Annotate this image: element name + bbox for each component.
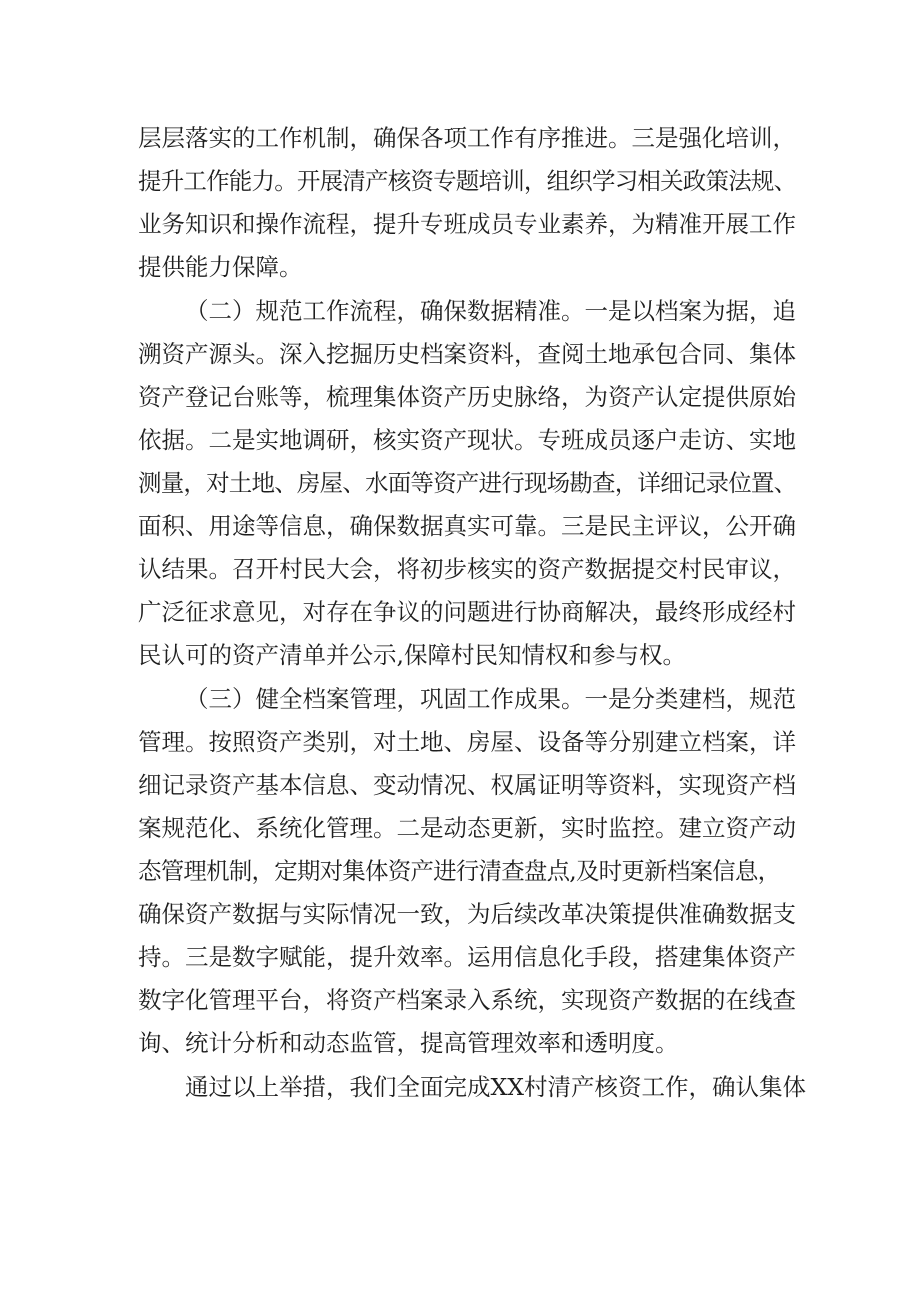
text-line: 测量，对土地、房屋、水面等资产进行现场勘查，详细记录位置、 [138,469,797,497]
text-line: 数字化管理平台，将资产档案录入系统，实现资产数据的在线查 [138,986,796,1014]
text-line: 询、统计分析和动态监管，提高管理效率和透明度。 [138,1029,679,1057]
text-line: 细记录资产基本信息、变动情况、权属证明等资料，实现资产档 [138,771,796,799]
text-line: 提供能力保障。 [138,253,303,281]
text-line: 层层落实的工作机制，确保各项工作有序推进。三是强化培训， [138,124,796,152]
text-line: 依据。二是实地调研，核实资产现状。专班成员逐户走访、实地 [138,426,796,454]
section-heading-line: （二）规范工作流程，确保数据精准。一是以档案为据，追 [185,297,796,325]
text-line: 面积、用途等信息，确保数据真实可靠。三是民主评议，公开确 [138,512,796,540]
text-line: 民认可的资产清单并公示,保障村民知情权和参与权。 [138,641,686,669]
text-line: 管理。按照资产类别，对土地、房屋、设备等分别建立档案，详 [138,728,796,756]
text-line: 业务知识和操作流程，提升专班成员专业素养，为精准开展工作 [138,210,796,238]
text-line: 案规范化、系统化管理。二是动态更新，实时监控。建立资产动 [138,814,796,842]
section-heading-line: （三）健全档案管理，巩固工作成果。一是分类建档，规范 [185,685,796,713]
paragraph-start-line: 通过以上举措，我们全面完成XX村清产核资工作，确认集体 [185,1073,806,1101]
text-line: 提升工作能力。开展清产核资专题培训，组织学习相关政策法规、 [138,167,797,195]
text-line: 持。三是数字赋能，提升效率。运用信息化手段，搭建集体资产 [138,943,796,971]
text-line: 认结果。召开村民大会，将初步核实的资产数据提交村民审议， [138,555,796,583]
text-line: 态管理机制，定期对集体资产进行清查盘点,及时更新档案信息， [138,857,781,885]
text-line: 确保资产数据与实际情况一致，为后续改革决策提供准确数据支 [138,900,796,928]
text-line: 溯资产源头。深入挖掘历史档案资料，查阅土地承包合同、集体 [138,340,796,368]
text-line: 资产登记台账等，梳理集体资产历史脉络，为资产认定提供原始 [138,383,796,411]
text-line: 广泛征求意见，对存在争议的问题进行协商解决，最终形成经村 [138,598,796,626]
